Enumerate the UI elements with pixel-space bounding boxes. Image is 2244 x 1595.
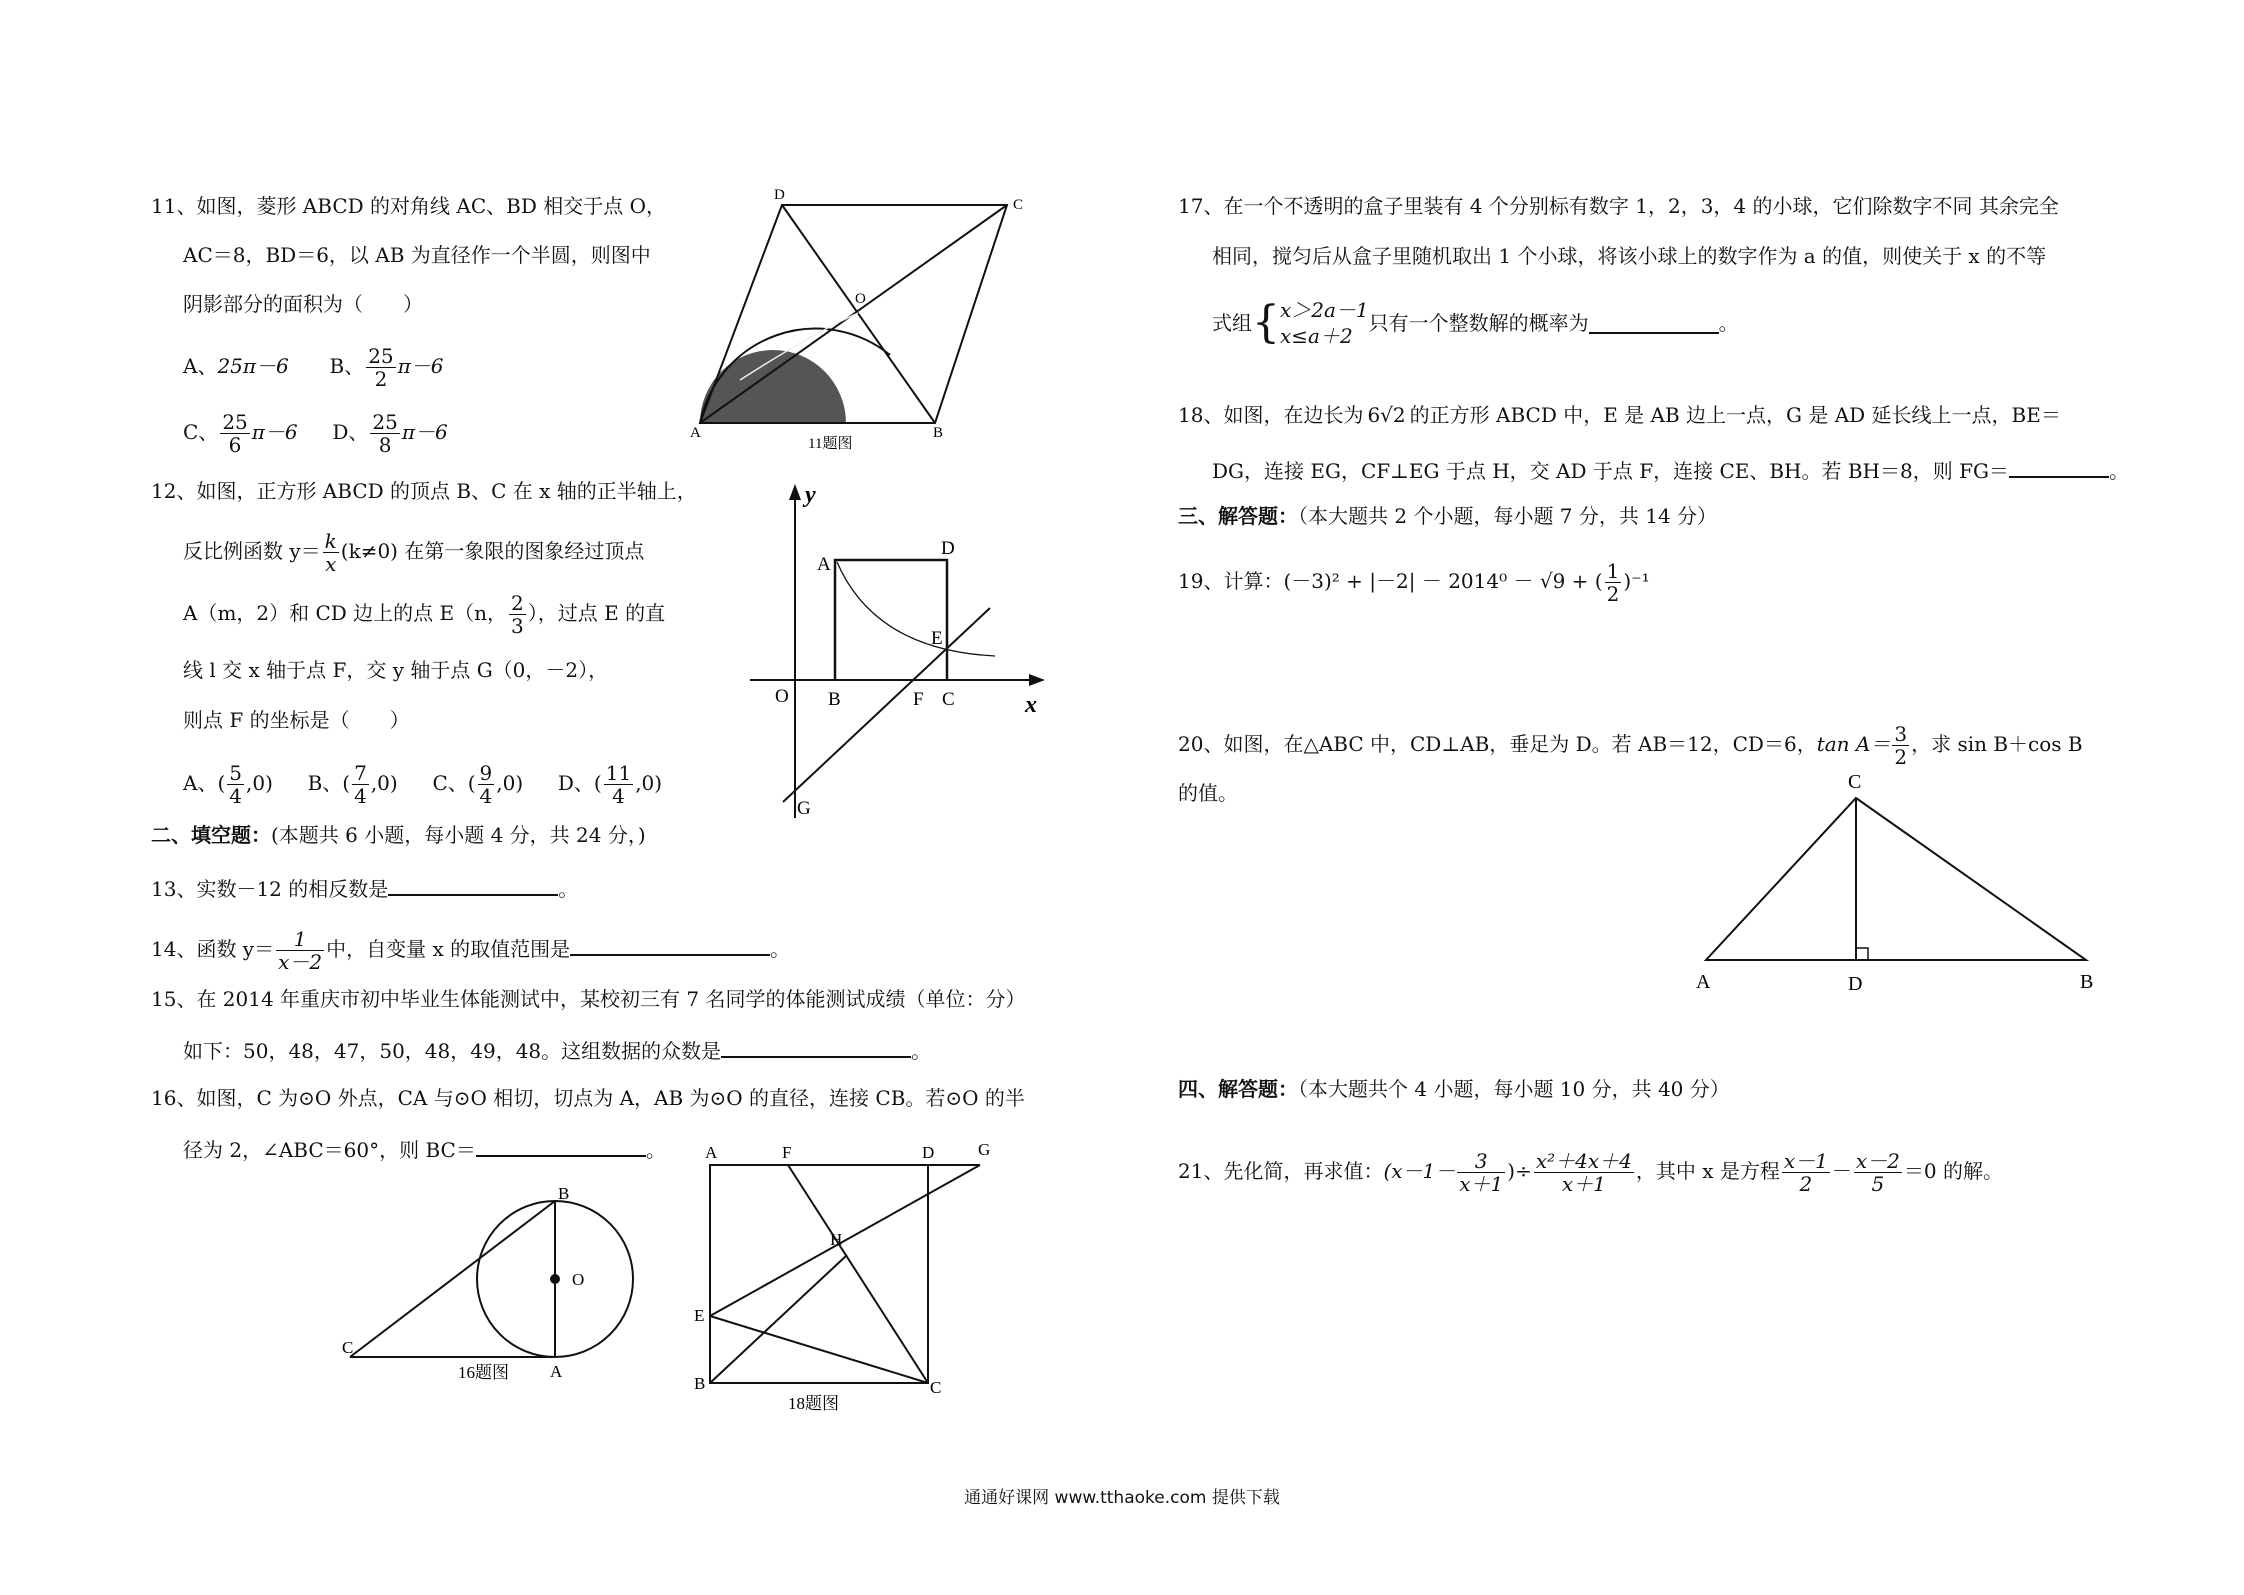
fig12-label-g: G [797, 798, 811, 819]
q16-answer-blank[interactable] [476, 1135, 646, 1157]
q11-option-b-label: B、 [329, 354, 365, 378]
fig11-label-b: B [933, 425, 944, 441]
fig16-label-b: B [558, 1185, 570, 1203]
fig12-label-x: x [1025, 692, 1037, 718]
q12-option-b-label: B、( [307, 771, 351, 795]
fig12-label-y: y [805, 482, 816, 508]
fig18-caption: 18题图 [788, 1394, 839, 1413]
q16-end: 。 [645, 1138, 666, 1162]
section-2-heading [151, 822, 646, 848]
q11-line1: 11、如图，菱形 ABCD 的对角线 AC、BD 相交于点 O， [151, 194, 666, 218]
q18-line2-text: DG，连接 EG，CF⊥EG 于点 H，交 AD 于点 F，连接 CE、BH。若 BH＝8，则 FG＝ [1212, 459, 2009, 483]
fig12-label-o: O [775, 686, 789, 707]
q13-answer-blank[interactable] [388, 874, 558, 896]
fig16-label-a: A [550, 1362, 563, 1381]
figure-20-triangle [1690, 762, 2130, 1002]
q19-tail: )⁻¹ [1623, 569, 1650, 593]
q11-line3: 阴影部分的面积为（ ） [183, 292, 423, 316]
q12-line1: 12、如图，正方形 ABCD 的顶点 B、C 在 x 轴的正半轴上， [151, 479, 697, 503]
q11-option-d-label: D、 [332, 420, 369, 444]
q15-line2 [183, 1036, 931, 1064]
q11-option-c-frac: $\frac{25}{6}$ [222, 410, 248, 457]
q21 [1178, 1150, 2003, 1195]
q14-b: 中，自变量 x 的取值范围是 [326, 937, 571, 961]
q12-option-a-tail: ,0) [245, 771, 273, 795]
figure-16-circle [340, 1185, 640, 1385]
q21-minus: － [1831, 1159, 1852, 1183]
q19-expr: (－3)² + |－2| － 2014⁰ － √9 + ( [1283, 569, 1603, 593]
q17-line3-a: 式组 [1212, 311, 1252, 335]
q13-text: 13、实数－12 的相反数是 [151, 877, 389, 901]
q19-frac: $\frac{1}{2}$ [1606, 559, 1620, 606]
q11-option-d-frac: $\frac{25}{8}$ [372, 410, 398, 457]
fig11-caption: 11题图 [808, 436, 853, 452]
fig18-label-b: B [694, 1374, 706, 1393]
q17-line3: 式组{ x＞2a－1 x≤a＋2 只有一个整数解的概率为 。 [1212, 297, 1739, 348]
q11-option-b-tail: π－6 [397, 354, 444, 378]
q21-frac3: $\frac{x-1}{2}$ [1783, 1149, 1828, 1196]
fig18-label-d: D [922, 1143, 935, 1162]
q12-options [183, 762, 662, 807]
q21-frac2: $\frac{\text{x²＋4x＋4}}{x+1}$ [1535, 1149, 1632, 1196]
q17-inequality-system [1280, 297, 1369, 349]
q12-line3-b: ），过点 E 的直 [527, 601, 666, 625]
q17-answer-blank[interactable] [1589, 312, 1719, 334]
q17-line1: 17、在一个不透明的盒子里装有 4 个分别标有数字 1，2，3，4 的小球，它们除数字不同 其余完全 [1178, 194, 2059, 218]
q15-line2-text: 如下：50，48，47，50，48，49，48。这组数据的众数是 [183, 1039, 722, 1063]
fig18-label-e: E [694, 1306, 705, 1325]
q12-line2-frac: $\frac{k}{x}$ [324, 529, 337, 576]
fig18-label-g: G [978, 1143, 991, 1159]
fig12-label-c: C [942, 689, 955, 710]
q21-c: ＝0 的解。 [1903, 1159, 2003, 1183]
q12-line2-b: (k≠0) 在第一象限的图象经过顶点 [340, 539, 645, 563]
q15-line1: 15、在 2014 年重庆市初中毕业生体能测试中，某校初三有 7 名同学的体能测试成绩（单位：分） [151, 987, 1026, 1011]
q12-option-d-frac: $\frac{11}{4}$ [605, 761, 632, 808]
fig20-label-c: C [1848, 771, 1862, 793]
q12-line2-a: 反比例函数 y＝ [183, 539, 321, 563]
q20-line1-b: ，求 sin B＋cos B [1911, 732, 2083, 756]
q14-frac: $\frac{1}{x-2}$ [278, 927, 323, 974]
section-4-heading [1178, 1076, 1730, 1102]
q12-line3 [183, 592, 665, 637]
q20-frac: $\frac{3}{2}$ [1894, 722, 1908, 769]
q16-line1: 16、如图，C 为⊙O 外点，CA 与⊙O 相切，切点为 A，AB 为⊙O 的直径，连接 CB。若⊙O 的半 [151, 1086, 1025, 1110]
q21-p1: (x－1－ [1383, 1159, 1456, 1183]
q17-line2: 相同，搅匀后从盒子里随机取出 1 个小球，将该小球上的数字作为 a 的值，则使关于 x 的不等 [1212, 244, 2047, 268]
q12-line2 [183, 530, 644, 575]
q21-frac1: $\frac{3}{x+1}$ [1459, 1149, 1504, 1196]
q12-option-d-tail: ,0) [635, 771, 663, 795]
q11-option-c-label: C、 [183, 420, 219, 444]
q12-option-a-label: A、( [183, 771, 226, 795]
fig11-label-c: C [1013, 197, 1024, 213]
q12-option-d-label: D、( [557, 771, 602, 795]
q11-option-b-frac: $\frac{25}{2}$ [368, 344, 394, 391]
q12-line3-frac: $\frac{2}{3}$ [511, 591, 524, 638]
q12-option-a-frac: $\frac{5}{4}$ [229, 761, 242, 808]
q12-option-b-frac: $\frac{7}{4}$ [354, 761, 367, 808]
fig11-label-o: O [855, 291, 866, 307]
q17-end: 。 [1718, 311, 1739, 335]
fig18-label-c: C [930, 1378, 942, 1397]
q11-option-a-label: A、 [183, 354, 218, 378]
q17-inequality-1: x＞2a－1 [1280, 298, 1369, 322]
q15-end: 。 [911, 1039, 932, 1063]
q14-answer-blank[interactable] [570, 934, 770, 956]
fig16-caption: 16题图 [458, 1363, 509, 1382]
fig12-label-b: B [828, 689, 841, 710]
q12-option-c-tail: ,0) [496, 771, 524, 795]
q18-line2 [1212, 456, 2129, 484]
q18-side-length: 6√2 [1367, 403, 1406, 427]
fig20-label-a: A [1696, 971, 1711, 993]
q11-options-row1 [183, 345, 444, 390]
section-3-heading [1178, 503, 1717, 529]
fig12-label-d: D [941, 538, 955, 559]
q16-line2-text: 径为 2，∠ABC＝60°，则 BC＝ [183, 1138, 476, 1162]
fig18-label-a: A [705, 1143, 718, 1162]
q11-option-a: 25π－6 [217, 354, 289, 378]
q18-line1 [1178, 402, 2061, 428]
fig20-label-d: D [1848, 973, 1863, 995]
q17-line3-b: 只有一个整数解的概率为 [1368, 311, 1589, 335]
q21-p2: )÷ [1507, 1159, 1532, 1183]
q18-answer-blank[interactable] [2009, 456, 2109, 478]
q18-line1-a: 18、如图，在边长为 [1178, 403, 1364, 427]
fig18-label-h: H [830, 1230, 843, 1249]
fig12-label-a: A [817, 554, 831, 575]
q17-inequality-2: x≤a＋2 [1280, 324, 1353, 348]
q18-line1-b: 的正方形 ABCD 中，E 是 AB 边上一点，G 是 AD 延长线上一点，BE＝ [1409, 403, 2061, 427]
section-2-title: 二、填空题： [151, 823, 271, 847]
q12-option-c-label: C、( [432, 771, 476, 795]
q11-line2: AC＝8，BD＝6，以 AB 为直径作一个半圆，则图中 [183, 243, 651, 267]
q12-option-b-tail: ,0) [370, 771, 398, 795]
q16-line2 [183, 1135, 666, 1163]
section-4-desc: （本大题共个 4 小题，每小题 10 分，共 40 分） [1298, 1077, 1730, 1101]
fig16-label-o: O [572, 1270, 585, 1289]
section-2-desc: (本题共 6 小题，每小题 4 分，共 24 分，) [271, 823, 646, 847]
figure-12-coordinate [745, 480, 1065, 820]
q11-option-d-tail: π－6 [401, 420, 448, 444]
q15-answer-blank[interactable] [721, 1036, 911, 1058]
q11-options-row2 [183, 411, 448, 456]
q21-frac4: $\frac{x-2}{5}$ [1855, 1149, 1900, 1196]
figure-11-rhombus [690, 185, 1050, 455]
q20-line2: 的值。 [1178, 781, 1238, 805]
fig11-label-d: D [774, 187, 785, 203]
fig12-label-f: F [913, 689, 924, 710]
section-3-desc: （本大题共 2 个小题，每小题 7 分，共 14 分） [1298, 504, 1718, 528]
page-footer: 通通好课网 www.tthaoke.com 提供下载 [964, 1488, 1280, 1508]
q19-a: 19、计算： [1178, 569, 1284, 593]
fig20-label-b: B [2080, 971, 2094, 993]
fig16-label-c: C [342, 1338, 354, 1357]
q19 [1178, 560, 1650, 605]
q18-end: 。 [2108, 459, 2129, 483]
figure-18-square [690, 1143, 1020, 1418]
fig12-label-e: E [931, 628, 943, 649]
q12-line3-a: A（m，2）和 CD 边上的点 E（n， [183, 601, 508, 625]
q13-end: 。 [558, 877, 579, 901]
q21-b: ，其中 x 是方程 [1635, 1159, 1780, 1183]
q14 [151, 928, 790, 973]
q12-option-c-frac: $\frac{9}{4}$ [479, 761, 493, 808]
q12-line5: 则点 F 的坐标是（ ） [183, 708, 410, 732]
fig11-label-a: A [690, 425, 701, 441]
q14-end: 。 [770, 937, 791, 961]
q21-a: 21、先化简，再求值： [1178, 1159, 1384, 1183]
fig18-label-f: F [782, 1143, 792, 1162]
section-3-title: 三、解答题： [1178, 504, 1298, 528]
section-4-title: 四、解答题： [1178, 1077, 1298, 1101]
q13 [151, 874, 578, 902]
q12-line4: 线 l 交 x 轴于点 F，交 y 轴于点 G（0，－2）， [183, 658, 609, 682]
q14-a: 14、函数 y＝ [151, 937, 275, 961]
q20-tan: tan A＝ [1816, 732, 1891, 756]
q11-option-c-tail: π－6 [251, 420, 298, 444]
q20-line1-a: 20、如图，在△ABC 中，CD⊥AB，垂足为 D。若 AB＝12，CD＝6， [1178, 732, 1817, 756]
